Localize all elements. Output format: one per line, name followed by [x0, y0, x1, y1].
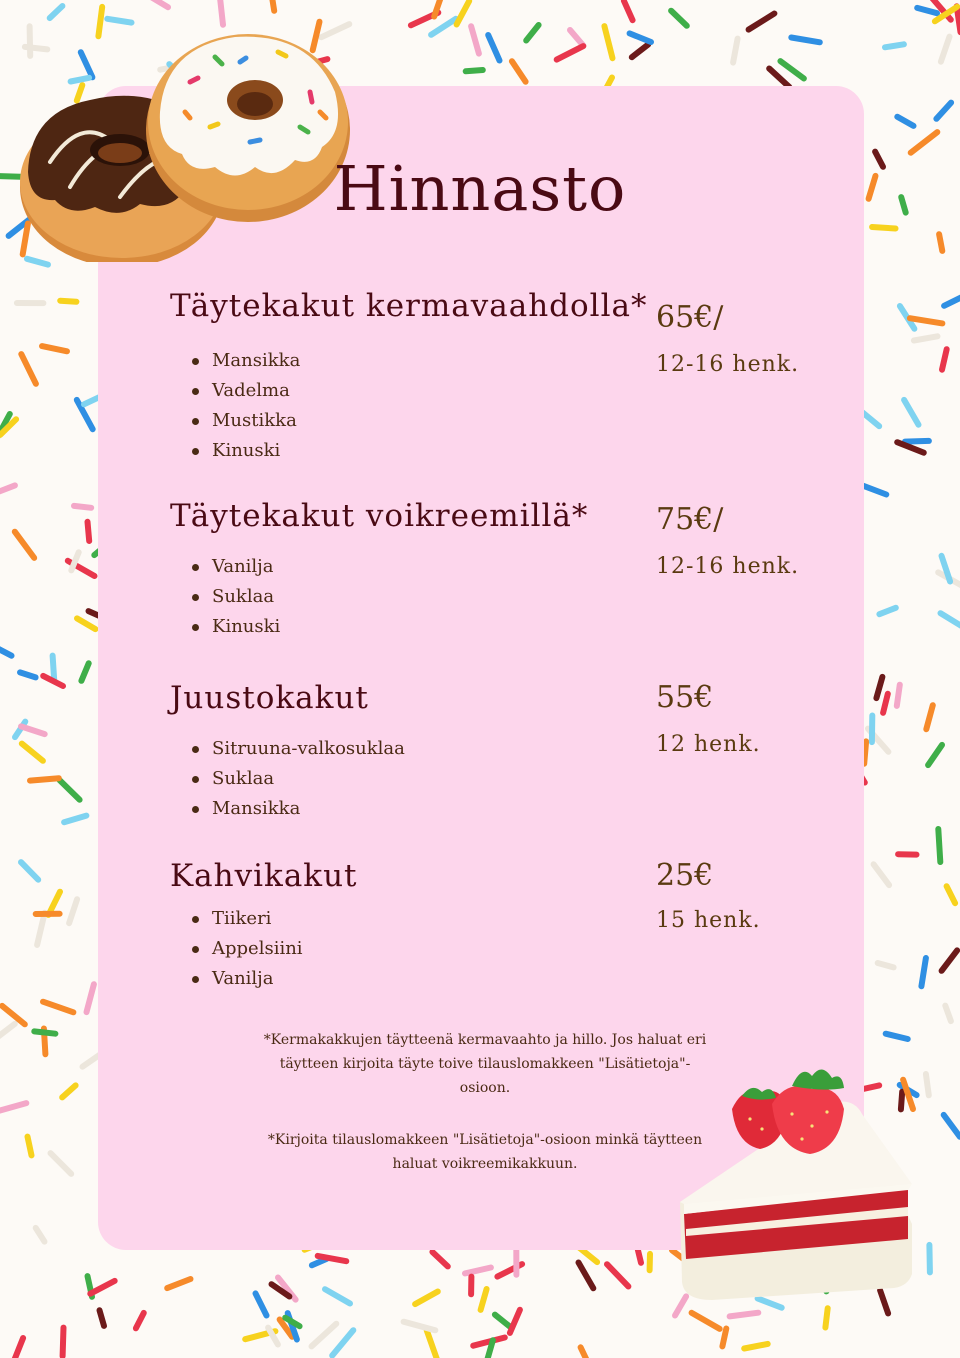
- sprinkle: [30, 778, 59, 780]
- sprinkle: [879, 608, 895, 614]
- price-label: 25€: [656, 858, 714, 893]
- sprinkle: [28, 1137, 32, 1156]
- sprinkle: [825, 1308, 827, 1327]
- sprinkle: [62, 1085, 75, 1097]
- price-label: 55€: [656, 680, 714, 715]
- list-item: Appelsiini: [170, 934, 870, 964]
- sprinkle: [557, 46, 584, 60]
- sprinkle: [947, 886, 956, 903]
- sprinkle: [791, 38, 820, 43]
- sprinkle: [722, 1329, 726, 1347]
- sprinkle: [427, 1330, 437, 1358]
- sprinkle: [886, 1034, 908, 1039]
- sprinkle: [20, 672, 36, 677]
- persons-label: 15 henk.: [656, 908, 761, 933]
- sprinkle: [312, 1324, 337, 1347]
- sprinkle: [0, 485, 15, 491]
- sprinkle: [911, 132, 938, 153]
- sprinkle: [325, 1289, 350, 1303]
- sprinkle: [481, 1289, 487, 1310]
- sprinkle: [285, 1318, 299, 1327]
- list-item: Suklaa: [170, 764, 870, 794]
- page-title: Hinnasto: [333, 152, 627, 225]
- list-item: Vanilja: [170, 964, 870, 994]
- sprinkle: [926, 705, 933, 729]
- sprinkle: [495, 1315, 510, 1327]
- sprinkle: [21, 862, 38, 880]
- sprinkle: [942, 349, 947, 370]
- sprinkle: [944, 1115, 960, 1137]
- sprinkle: [914, 336, 938, 340]
- sprinkle: [256, 1293, 267, 1315]
- sprinkle: [883, 694, 888, 713]
- flavor-list: [170, 904, 870, 994]
- sprinkle: [53, 656, 55, 680]
- sprinkle: [941, 613, 960, 626]
- sprinkle: [905, 441, 929, 442]
- sprinkle: [43, 1002, 73, 1013]
- persons-label: 12 henk.: [656, 732, 761, 757]
- list-item: Mansikka: [170, 794, 870, 824]
- list-item: Tiikeri: [170, 904, 870, 934]
- sprinkle: [607, 1264, 628, 1286]
- sprinkle: [904, 400, 918, 425]
- sprinkle: [81, 663, 88, 681]
- sprinkle: [457, 1, 470, 25]
- sprinkle: [60, 301, 76, 302]
- persons-label: 12-16 henk.: [656, 352, 800, 377]
- sprinkle: [945, 1006, 951, 1022]
- sprinkle: [471, 26, 479, 53]
- sprinkle: [581, 1347, 588, 1358]
- sprinkle: [51, 1153, 72, 1174]
- sprinkle: [36, 1228, 45, 1242]
- sprinkle: [42, 346, 67, 351]
- price-label: 65€/: [656, 300, 724, 335]
- sprinkle: [897, 117, 913, 126]
- sprinkle: [874, 864, 890, 885]
- sprinkle: [63, 1328, 64, 1357]
- sprinkle: [897, 685, 900, 706]
- sprinkle: [936, 103, 951, 119]
- sprinkle: [64, 816, 86, 823]
- sprinkle: [69, 899, 77, 923]
- sprinkle: [50, 6, 63, 18]
- sprinkle: [910, 318, 943, 323]
- sprinkle: [570, 30, 583, 46]
- sprinkle: [21, 354, 36, 384]
- price-label: 75€/: [656, 502, 724, 537]
- sprinkle: [465, 1268, 491, 1274]
- sprinkle: [671, 11, 687, 26]
- section-kermavaahto: [170, 288, 870, 466]
- sprinkle: [148, 0, 168, 7]
- sprinkle: [77, 618, 95, 629]
- sprinkle: [730, 1313, 759, 1317]
- sprinkle: [87, 984, 94, 1012]
- sprinkle: [876, 677, 882, 698]
- sprinkle: [0, 1024, 15, 1036]
- sprinkle: [432, 1252, 447, 1267]
- flavor-list: [170, 734, 870, 824]
- sprinkle: [332, 1330, 353, 1355]
- sprinkle: [941, 37, 950, 62]
- section-juustokakut: [170, 680, 870, 824]
- sprinkle: [21, 726, 45, 734]
- sprinkle: [466, 70, 483, 71]
- sprinkle: [37, 913, 45, 945]
- sprinkle: [942, 950, 958, 970]
- sprinkle: [74, 506, 91, 508]
- list-item: Vadelma: [170, 376, 870, 406]
- sprinkle: [579, 1263, 594, 1289]
- sprinkle: [526, 25, 538, 41]
- sprinkle: [917, 8, 937, 13]
- list-item: Mansikka: [170, 346, 870, 376]
- sprinkle: [632, 45, 648, 58]
- sprinkle: [733, 39, 738, 63]
- sprinkle: [60, 780, 80, 800]
- sprinkle: [921, 958, 926, 986]
- sprinkle: [744, 1344, 768, 1349]
- sprinkle: [885, 44, 904, 47]
- sprinkle: [624, 1, 633, 20]
- section-title: Täytekakut kermavaahdolla*: [170, 288, 648, 324]
- sprinkle: [944, 292, 960, 306]
- sprinkle: [0, 1103, 26, 1112]
- persons-label: 12-16 henk.: [656, 554, 800, 579]
- sprinkle: [512, 61, 526, 81]
- footnote-buttercream: *Kirjoita tilauslomakkeen "Lisätietoja"-osioon minkä täytteen haluat voikreemikakkuun.: [267, 1132, 703, 1172]
- sprinkle: [749, 14, 775, 30]
- sprinkle: [415, 1292, 438, 1305]
- sprinkle: [167, 1279, 190, 1288]
- sprinkle: [604, 26, 612, 58]
- footnote-cream: *Kermakakkujen täytteenä kermavaahto ja hillo. Jos haluat eri täytteen kirjoita täyte toive tilauslomakkeen "Lisätietoja"-osioon.: [263, 1032, 707, 1096]
- donuts-illustration: [10, 22, 350, 262]
- section-title: Kahvikakut: [170, 858, 358, 894]
- sprinkle: [928, 745, 942, 765]
- sprinkle: [22, 744, 43, 761]
- list-item: Sitruuna-valkosuklaa: [170, 734, 870, 764]
- sprinkle: [0, 647, 12, 656]
- sprinkle: [88, 522, 90, 541]
- sprinkle: [878, 963, 894, 967]
- sprinkle: [100, 1310, 105, 1326]
- sprinkle: [488, 35, 499, 61]
- sprinkle: [939, 234, 942, 251]
- list-item: Suklaa: [170, 582, 870, 612]
- strawberry-cake-slice-icon: [672, 1064, 932, 1310]
- list-item: Kinuski: [170, 436, 870, 466]
- sprinkle: [630, 33, 651, 42]
- sprinkle: [136, 1313, 144, 1328]
- sprinkle: [938, 829, 940, 862]
- list-item: Vanilja: [170, 552, 870, 582]
- sprinkle: [271, 0, 274, 11]
- list-item: Mustikka: [170, 406, 870, 436]
- section-kahvikakut: [170, 858, 870, 994]
- sprinkle: [34, 1031, 55, 1033]
- section-title: Täytekakut voikreemillä*: [170, 498, 589, 534]
- sprinkle: [404, 1322, 436, 1331]
- list-item: Kinuski: [170, 612, 870, 642]
- sprinkle: [872, 227, 895, 229]
- sprinkle: [769, 69, 789, 88]
- sprinkle: [510, 1310, 520, 1333]
- sprinkle: [431, 19, 456, 35]
- section-title: Juustokakut: [170, 680, 369, 716]
- sprinkle: [15, 532, 34, 558]
- sprinkle: [692, 1313, 720, 1329]
- sprinkle: [780, 61, 804, 78]
- sprinkle: [90, 1281, 114, 1294]
- sprinkle: [14, 1338, 24, 1358]
